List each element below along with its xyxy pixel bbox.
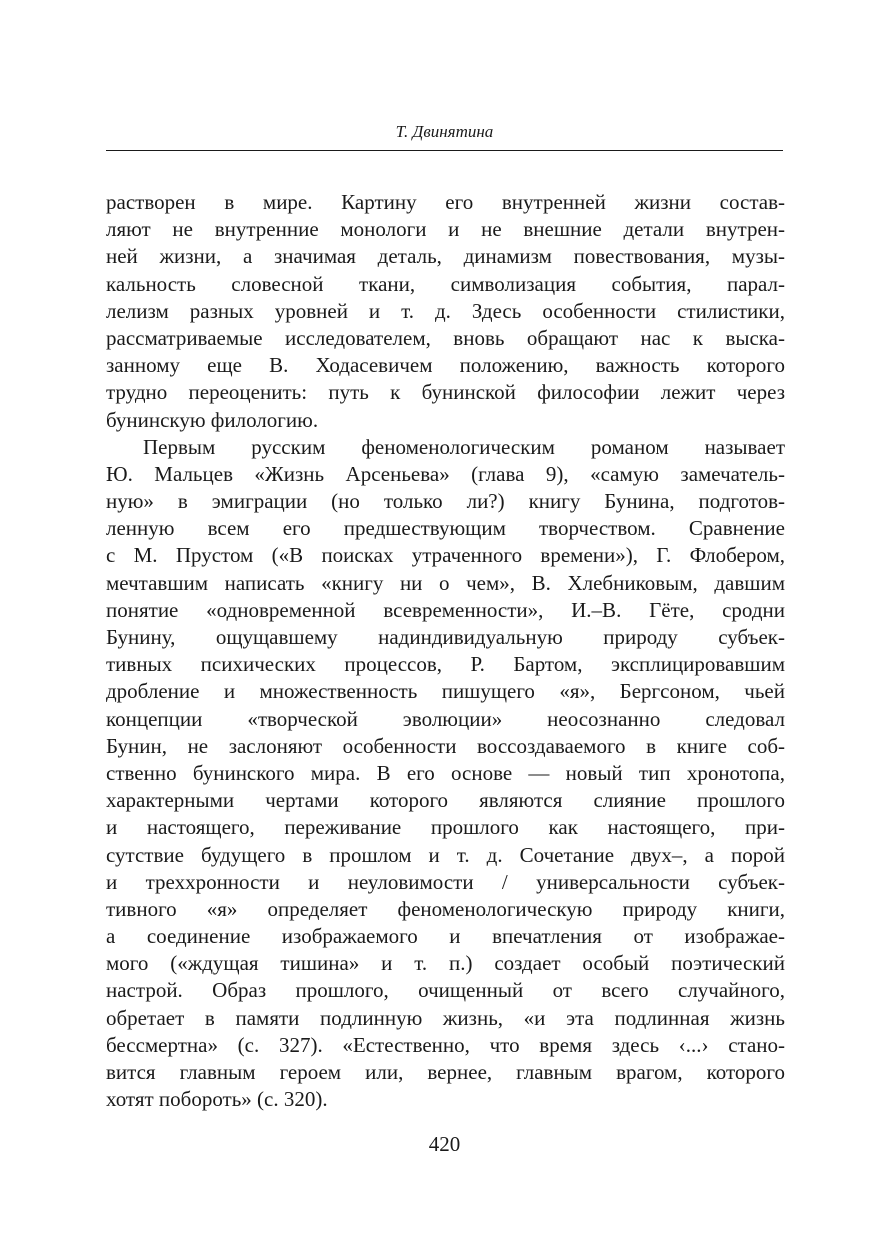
text-line: понятие «одновременной всевременности», И.–В. Гёте, сродни — [106, 597, 785, 622]
text-line: ственно бунинского мира. В его основе — новый тип хронотопа, — [106, 760, 785, 785]
text-line: бунинскую филологию. — [106, 407, 319, 432]
text-line: ляют не внутренние монологи и не внешние детали внутрен- — [106, 217, 785, 242]
text-line: с М. Прустом («В поисках утраченного времени»), Г. Флобером, — [106, 543, 785, 568]
running-head: Т. Двинятина — [395, 122, 494, 141]
text-line: характерными чертами которого являются слияние прошлого — [106, 788, 785, 813]
text-line: Бунин, не заслоняют особенности воссоздаваемого в книге соб- — [106, 733, 785, 758]
text-line: ную» в эмиграции (но только ли?) книгу Бунина, подготов- — [106, 489, 785, 514]
text-line: Бунину, ощущавшему надиндивидуальную природу субъек- — [106, 625, 785, 649]
text-line: а соединение изображаемого и впечатления от изображае- — [106, 924, 785, 949]
text-line: растворен в мире. Картину его внутренней жизни состав- — [106, 190, 785, 214]
page-number: 420 — [428, 1132, 461, 1156]
text-line: настрой. Образ прошлого, очищенный от всего случайного, — [106, 978, 785, 1003]
text-line: сутствие будущего в прошлом и т. д. Сочетание двух–, а порой — [106, 842, 785, 867]
text-line: мого («ждущая тишина» и т. п.) создает особый поэтический — [106, 951, 785, 976]
text-line: ней жизни, а значимая деталь, динамизм повествования, музы- — [106, 244, 785, 269]
text-line: дробление и множественность пишущего «я», Бергсоном, чьей — [106, 679, 785, 704]
text-line: концепции «творческой эволюции» неосознанно следовал — [106, 706, 785, 731]
header-rule — [106, 150, 783, 151]
text-line: занному еще В. Ходасевичем положению, важность которого — [106, 353, 785, 378]
text-line: обретает в памяти подлинную жизнь, «и эта подлинная жизнь — [106, 1005, 785, 1030]
text-line: рассматриваемые исследователем, вновь обращают нас к выска- — [106, 325, 785, 350]
body-text — [106, 189, 785, 1113]
text-line: хотят побороть» (с. 320). — [106, 1087, 328, 1112]
text-line: кальность словесной ткани, символизация события, парал- — [106, 271, 785, 296]
text-line: тивных психических процессов, Р. Бартом, эксплицировавшим — [106, 652, 785, 677]
text-line: вится главным героем или, вернее, главным врагом, которого — [106, 1060, 785, 1084]
text-line: бессмертна» (с. 327). «Естественно, что время здесь ‹...› стано- — [106, 1032, 785, 1057]
text-line: трудно переоценить: путь к бунинской философии лежит через — [106, 380, 785, 405]
text-line: и трехxронности и неуловимости / универсальности субъек- — [106, 869, 785, 894]
text-line: и настоящего, переживание прошлого как настоящего, при- — [106, 815, 785, 840]
text-line: Первым русским феноменологическим романом называет — [143, 434, 785, 459]
text-line: лелизм разных уровней и т. д. Здесь особенности стилистики, — [106, 298, 785, 323]
text-line: тивного «я» определяет феноменологическую природу книги, — [106, 896, 785, 921]
text-line: Ю. Мальцев «Жизнь Арсеньева» (глава 9), «самую замечатель- — [106, 461, 785, 486]
text-line: мечтавшим написать «книгу ни о чем», В. Хлебниковым, давшим — [106, 570, 785, 595]
text-line: ленную всем его предшествующим творчеством. Сравнение — [106, 516, 785, 541]
